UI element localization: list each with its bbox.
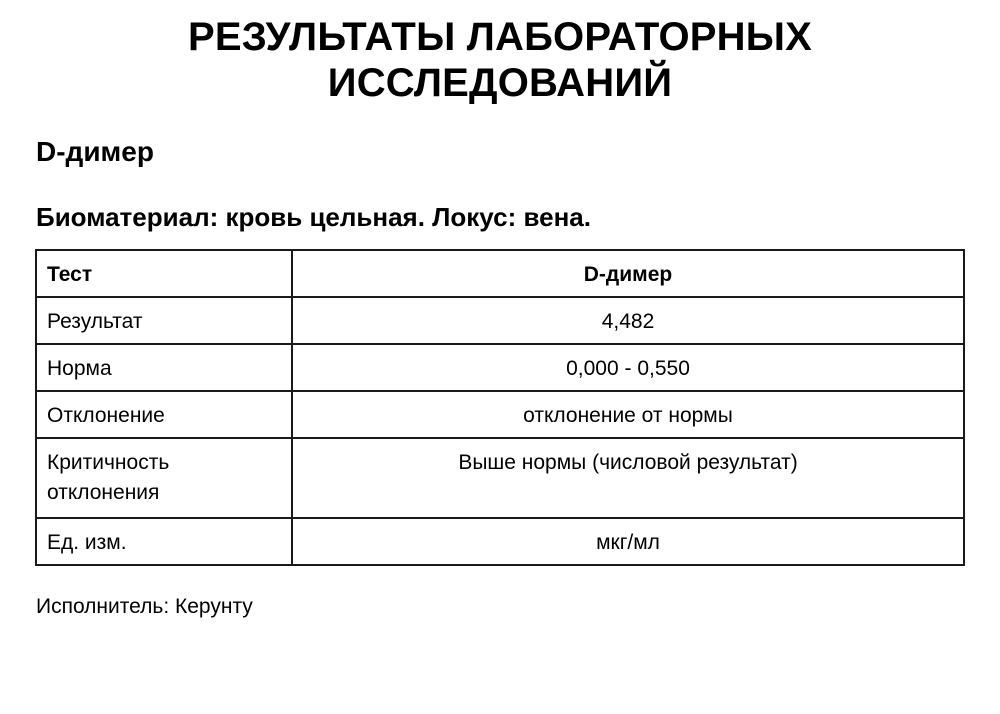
row-label: Результат xyxy=(36,297,292,344)
biomaterial-heading: Биоматериал: кровь цельная. Локус: вена. xyxy=(36,202,591,232)
table-row-deviation xyxy=(36,391,964,438)
header-value-cell: D-димер xyxy=(292,250,964,297)
table-row-units xyxy=(36,518,964,565)
table-row-result xyxy=(36,297,964,344)
table-row-norm xyxy=(36,344,964,391)
test-name-heading: D-димер xyxy=(36,136,154,167)
row-value: 4,482 xyxy=(292,297,964,344)
table-header-row xyxy=(36,250,964,297)
title-line-2: ИССЛЕДОВАНИЙ xyxy=(327,61,673,105)
title-line-1: РЕЗУЛЬТАТЫ ЛАБОРАТОРНЫХ xyxy=(188,15,812,59)
row-value: 0,000 - 0,550 xyxy=(292,344,964,391)
table-row-criticality xyxy=(36,438,964,518)
row-label: Отклонение xyxy=(36,391,292,438)
row-value: Выше нормы (числовой результат) xyxy=(292,438,964,518)
page-title xyxy=(0,14,1000,106)
row-value: мкг/мл xyxy=(292,518,964,565)
performer-note: Исполнитель: Керунту xyxy=(36,595,253,618)
header-label-cell: Тест xyxy=(36,250,292,297)
row-label: Норма xyxy=(36,344,292,391)
row-value: отклонение от нормы xyxy=(292,391,964,438)
row-label: Ед. изм. xyxy=(36,518,292,565)
results-table xyxy=(35,249,965,566)
row-label: Критичность отклонения xyxy=(36,438,292,518)
